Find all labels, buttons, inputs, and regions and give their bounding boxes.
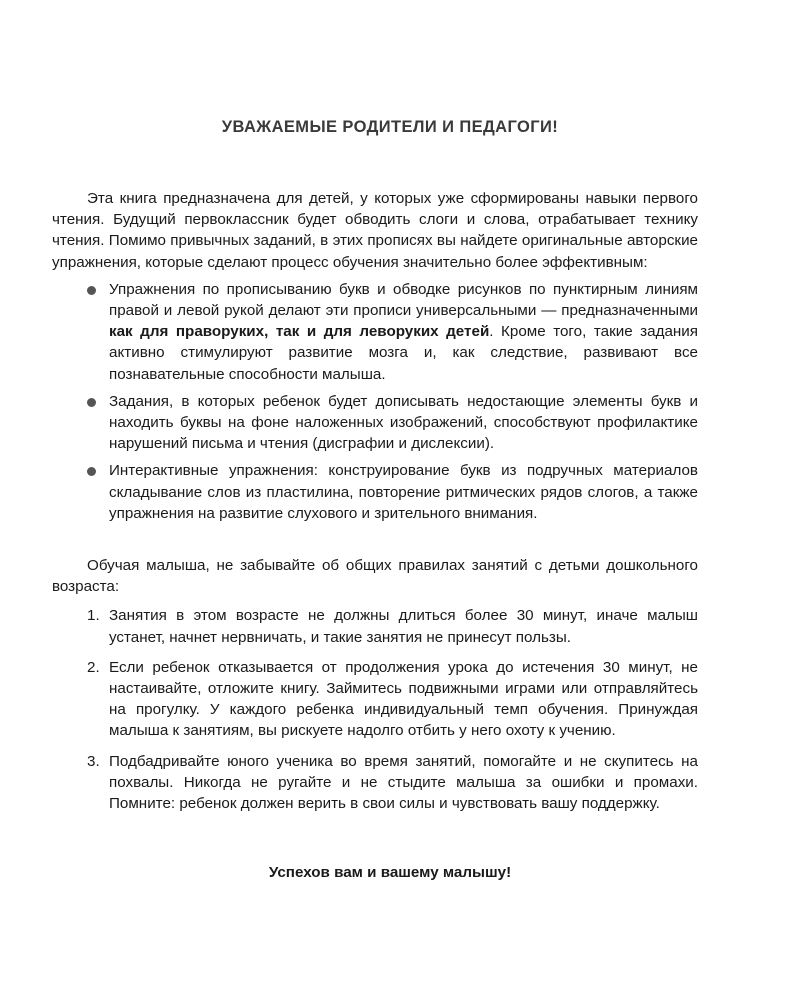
page-title: УВАЖАЕМЫЕ РОДИТЕЛИ И ПЕДАГОГИ! [221, 118, 559, 136]
list-item [87, 657, 698, 742]
rule-text: Занятия в этом возрасте не должны длиться более 30 минут, иначе малыш устанет, начнет нервничать, и такие занятия не принесут пользы. [109, 607, 698, 646]
list-item [109, 279, 698, 385]
rules-list [52, 605, 698, 814]
advice-intro-paragraph: Обучая малыша, не забывайте об общих правилах занятий с детьми дошкольного возраста: [52, 557, 698, 596]
rule-text: Подбадривайте юного ученика во время занятий, помогайте и не скупитесь на похвалы. Никогда не ругайте и не стыдите малыша за ошибки и промахи. Помните: ребенок должен верить в свои силы и чувствовать вашу поддержку. [109, 752, 698, 813]
bullet-text-before: Упражнения по прописыванию букв и обводке рисунков по пунктирным линиям правой и левой рукой делают эти прописи универсальными — предназначенными [109, 280, 698, 320]
bullet-emphasis: как для праворуких, так и для леворуких детей [109, 323, 490, 341]
rule-number: 1. [87, 607, 100, 625]
rule-text: Если ребенок отказывается от продолжения урока до истечения 30 минут, не настаивайте, отложите книгу. Займитесь подвижными играми или отправляйтесь на прогулку. У каждого ребенка индивидуальный темп обучения. Принуждая малыша к занятиям, вы рискуете надолго отбить у него охоту к учению. [109, 658, 698, 740]
rule-number: 3. [87, 752, 100, 770]
features-list [52, 279, 698, 524]
closing-line: Успехов вам и вашему малышу! [268, 864, 512, 881]
list-item [87, 751, 698, 815]
intro-paragraph: Эта книга предназначена для детей, у которых уже сформированы навыки первого чтения. Будущий первоклассник будет обводить слоги и слова, отрабатывает технику чтения. Помимо привычных заданий, в этих прописях вы найдете оригинальные авторские упражнения, которые сделают процесс обучения значительно более эффективным: [52, 190, 698, 271]
list-item: Интерактивные упражнения: конструирование букв из подручных материалов складывание слов из пластилина, повторение ритмических рядов слогов, а также упражнения на развитие слухового и зрительного внимания. [109, 460, 698, 524]
bullet-text-after: . Кроме того, такие задания активно стимулируют развитие мозга и, как следствие, развивают все познавательные способности малыша. [109, 323, 698, 383]
list-item: Задания, в которых ребенок будет дописывать недостающие элементы букв и находить буквы на фоне наложенных изображений, способствуют профилактике нарушений письма и чтения (дисграфии и дислексии). [109, 391, 698, 455]
list-item [87, 605, 698, 647]
body-text [52, 188, 698, 823]
rule-number: 2. [87, 658, 100, 676]
